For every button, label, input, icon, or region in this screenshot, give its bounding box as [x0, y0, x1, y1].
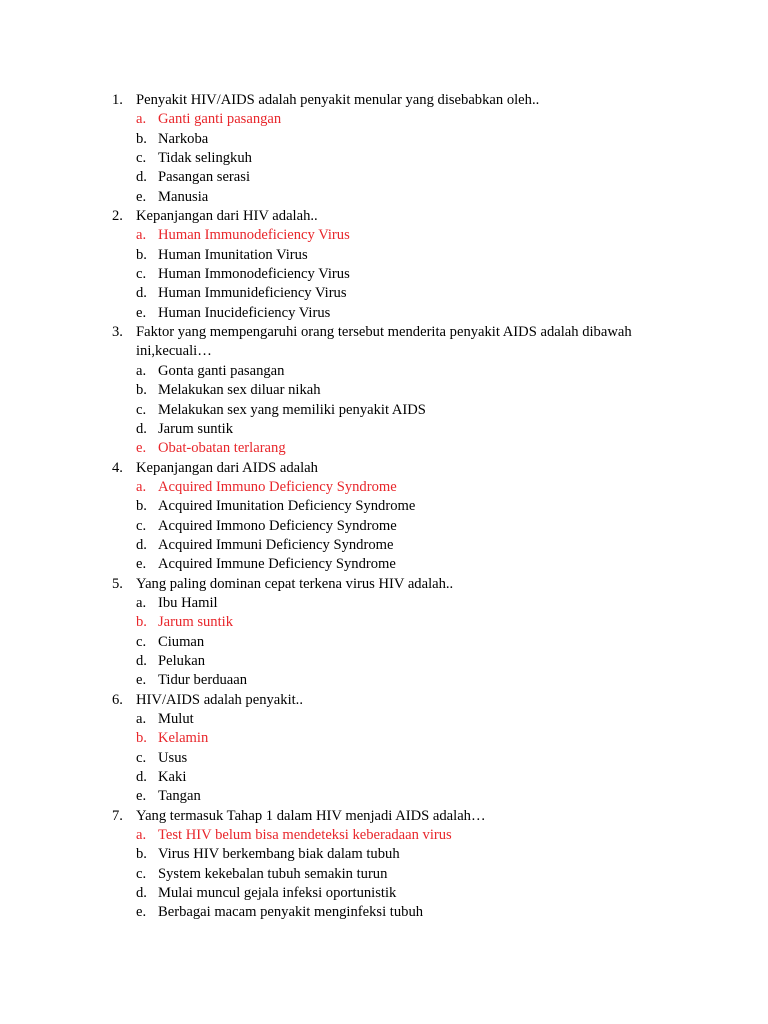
- option-text: Human Inucideficiency Virus: [158, 304, 331, 321]
- answer-option: [0, 536, 768, 555]
- option-letter: e.: [136, 440, 147, 457]
- question-3: [0, 323, 768, 342]
- question-text: Kepanjangan dari HIV adalah..: [136, 208, 318, 225]
- option-letter: d.: [136, 420, 147, 437]
- option-text: Acquired Immuni Deficiency Syndrome: [158, 536, 394, 553]
- answer-option: [0, 633, 768, 652]
- answer-option-correct: [0, 226, 768, 245]
- question-text: Yang paling dominan cepat terkena virus HIV adalah..: [136, 575, 454, 592]
- answer-option: [0, 710, 768, 729]
- answer-option: [0, 652, 768, 671]
- answer-option-correct: [0, 826, 768, 845]
- option-letter: e.: [136, 788, 147, 805]
- option-text: Mulut: [158, 711, 194, 727]
- question-1: [0, 91, 768, 110]
- option-letter: b.: [136, 846, 147, 863]
- answer-option: [0, 768, 768, 787]
- option-letter: b.: [136, 382, 147, 399]
- question-number: 1.: [112, 92, 123, 108]
- answer-option: [0, 903, 768, 922]
- option-text: Kaki: [158, 769, 187, 786]
- answer-option-correct: [0, 439, 768, 458]
- option-letter: e.: [136, 904, 147, 921]
- question-number: 4.: [112, 459, 123, 476]
- answer-option: [0, 168, 768, 187]
- option-letter: e.: [136, 672, 147, 689]
- option-text: Manusia: [158, 188, 209, 205]
- option-text: Pelukan: [158, 652, 206, 669]
- answer-option-correct: [0, 729, 768, 748]
- option-text: Virus HIV berkembang biak dalam tubuh: [158, 846, 400, 863]
- question-2: [0, 207, 768, 226]
- answer-option-correct: [0, 613, 768, 632]
- option-letter: d.: [136, 536, 147, 553]
- option-letter: b.: [136, 498, 147, 515]
- option-text: Jarum suntik: [158, 420, 233, 437]
- option-text: Mulai muncul gejala infeksi oportunistik: [158, 885, 397, 902]
- option-letter: a.: [136, 478, 147, 495]
- option-letter: d.: [136, 285, 147, 302]
- option-letter: e.: [136, 556, 147, 573]
- option-letter: c.: [136, 517, 147, 534]
- answer-option: [0, 401, 768, 420]
- answer-option: [0, 149, 768, 168]
- question-4: [0, 459, 768, 478]
- question-5: [0, 575, 768, 594]
- question-text: HIV/AIDS adalah penyakit..: [136, 691, 303, 708]
- option-text: Usus: [158, 749, 188, 766]
- option-text: System kekebalan tubuh semakin turun: [158, 865, 388, 882]
- option-text: Acquired Immune Deficiency Syndrome: [158, 556, 396, 573]
- option-letter: b.: [136, 130, 147, 147]
- answer-option: [0, 246, 768, 265]
- option-letter: a.: [136, 362, 147, 379]
- answer-option: [0, 284, 768, 303]
- answer-option: [0, 884, 768, 903]
- answer-option: [0, 265, 768, 284]
- option-letter: c.: [136, 150, 147, 167]
- option-letter: a.: [136, 594, 147, 611]
- answer-option: [0, 497, 768, 516]
- question-6: [0, 691, 768, 710]
- answer-option: [0, 381, 768, 400]
- option-text: Human Immonodeficiency Virus: [158, 266, 350, 283]
- option-text: Narkoba: [158, 130, 209, 147]
- question-text: Kepanjangan dari AIDS adalah: [136, 459, 318, 476]
- option-text: Gonta ganti pasangan: [158, 362, 285, 379]
- option-text: Melakukan sex diluar nikah: [158, 382, 321, 399]
- question-number: 5.: [112, 575, 123, 592]
- option-letter: a.: [136, 111, 147, 128]
- answer-option: [0, 517, 768, 536]
- option-text: Jarum suntik: [158, 614, 233, 631]
- question-number: 7.: [112, 807, 123, 824]
- answer-option: [0, 845, 768, 864]
- question-list: [0, 91, 768, 923]
- option-text: Acquired Immuno Deficiency Syndrome: [158, 478, 397, 495]
- option-text: Human Imunitation Virus: [158, 246, 308, 263]
- option-text: Acquired Immono Deficiency Syndrome: [158, 517, 397, 534]
- option-text: Melakukan sex yang memiliki penyakit AIDS: [158, 401, 426, 418]
- question-text: Yang termasuk Tahap 1 dalam HIV menjadi AIDS adalah…: [136, 807, 486, 824]
- option-letter: c.: [136, 865, 147, 882]
- option-letter: a.: [136, 827, 147, 844]
- answer-option: [0, 420, 768, 439]
- question-number: 3.: [112, 324, 123, 341]
- answer-option: [0, 130, 768, 149]
- option-letter: b.: [136, 246, 147, 263]
- option-text: Human Immunodeficiency Virus: [158, 227, 350, 244]
- option-text: Ibu Hamil: [158, 594, 218, 611]
- answer-option-correct: [0, 478, 768, 497]
- question-text: Penyakit HIV/AIDS adalah penyakit menular yang disebabkan oleh..: [136, 92, 540, 108]
- option-text: Human Immunideficiency Virus: [158, 285, 347, 302]
- option-letter: a.: [136, 227, 147, 244]
- question-3-continuation: [0, 342, 768, 361]
- answer-option: [0, 188, 768, 207]
- answer-option: [0, 787, 768, 806]
- answer-option: [0, 865, 768, 884]
- option-letter: d.: [136, 169, 147, 186]
- option-text: Obat-obatan terlarang: [158, 440, 286, 457]
- answer-option: [0, 555, 768, 574]
- option-text: Tidur berduaan: [158, 672, 248, 689]
- option-text: Berbagai macam penyakit menginfeksi tubuh: [158, 904, 424, 921]
- option-text: Acquired Imunitation Deficiency Syndrome: [158, 498, 416, 515]
- answer-option: [0, 594, 768, 613]
- question-number: 6.: [112, 691, 123, 708]
- question-7: [0, 807, 768, 826]
- option-letter: e.: [136, 304, 147, 321]
- option-letter: c.: [136, 749, 147, 766]
- question-text-continuation: ini,kecuali…: [136, 343, 212, 360]
- question-number: 2.: [112, 208, 123, 225]
- option-letter: e.: [136, 188, 147, 205]
- option-letter: c.: [136, 401, 147, 418]
- option-text: Kelamin: [158, 730, 209, 747]
- option-letter: d.: [136, 885, 147, 902]
- option-text: Ciuman: [158, 633, 205, 650]
- answer-option: [0, 362, 768, 381]
- option-letter: d.: [136, 769, 147, 786]
- option-letter: d.: [136, 652, 147, 669]
- answer-option: [0, 671, 768, 690]
- option-text: Tangan: [158, 788, 201, 805]
- option-letter: b.: [136, 730, 147, 747]
- option-text: Pasangan serasi: [158, 169, 250, 186]
- option-text: Tidak selingkuh: [158, 150, 252, 167]
- answer-option-correct: [0, 110, 768, 129]
- option-letter: b.: [136, 614, 147, 631]
- answer-option: [0, 304, 768, 323]
- option-text: Test HIV belum bisa mendeteksi keberadaan virus: [158, 827, 452, 844]
- option-letter: a.: [136, 711, 147, 727]
- question-text: Faktor yang mempengaruhi orang tersebut menderita penyakit AIDS adalah dibawah: [136, 324, 632, 341]
- answer-option: [0, 749, 768, 768]
- option-letter: c.: [136, 633, 147, 650]
- option-text: Ganti ganti pasangan: [158, 111, 282, 128]
- option-letter: c.: [136, 266, 147, 283]
